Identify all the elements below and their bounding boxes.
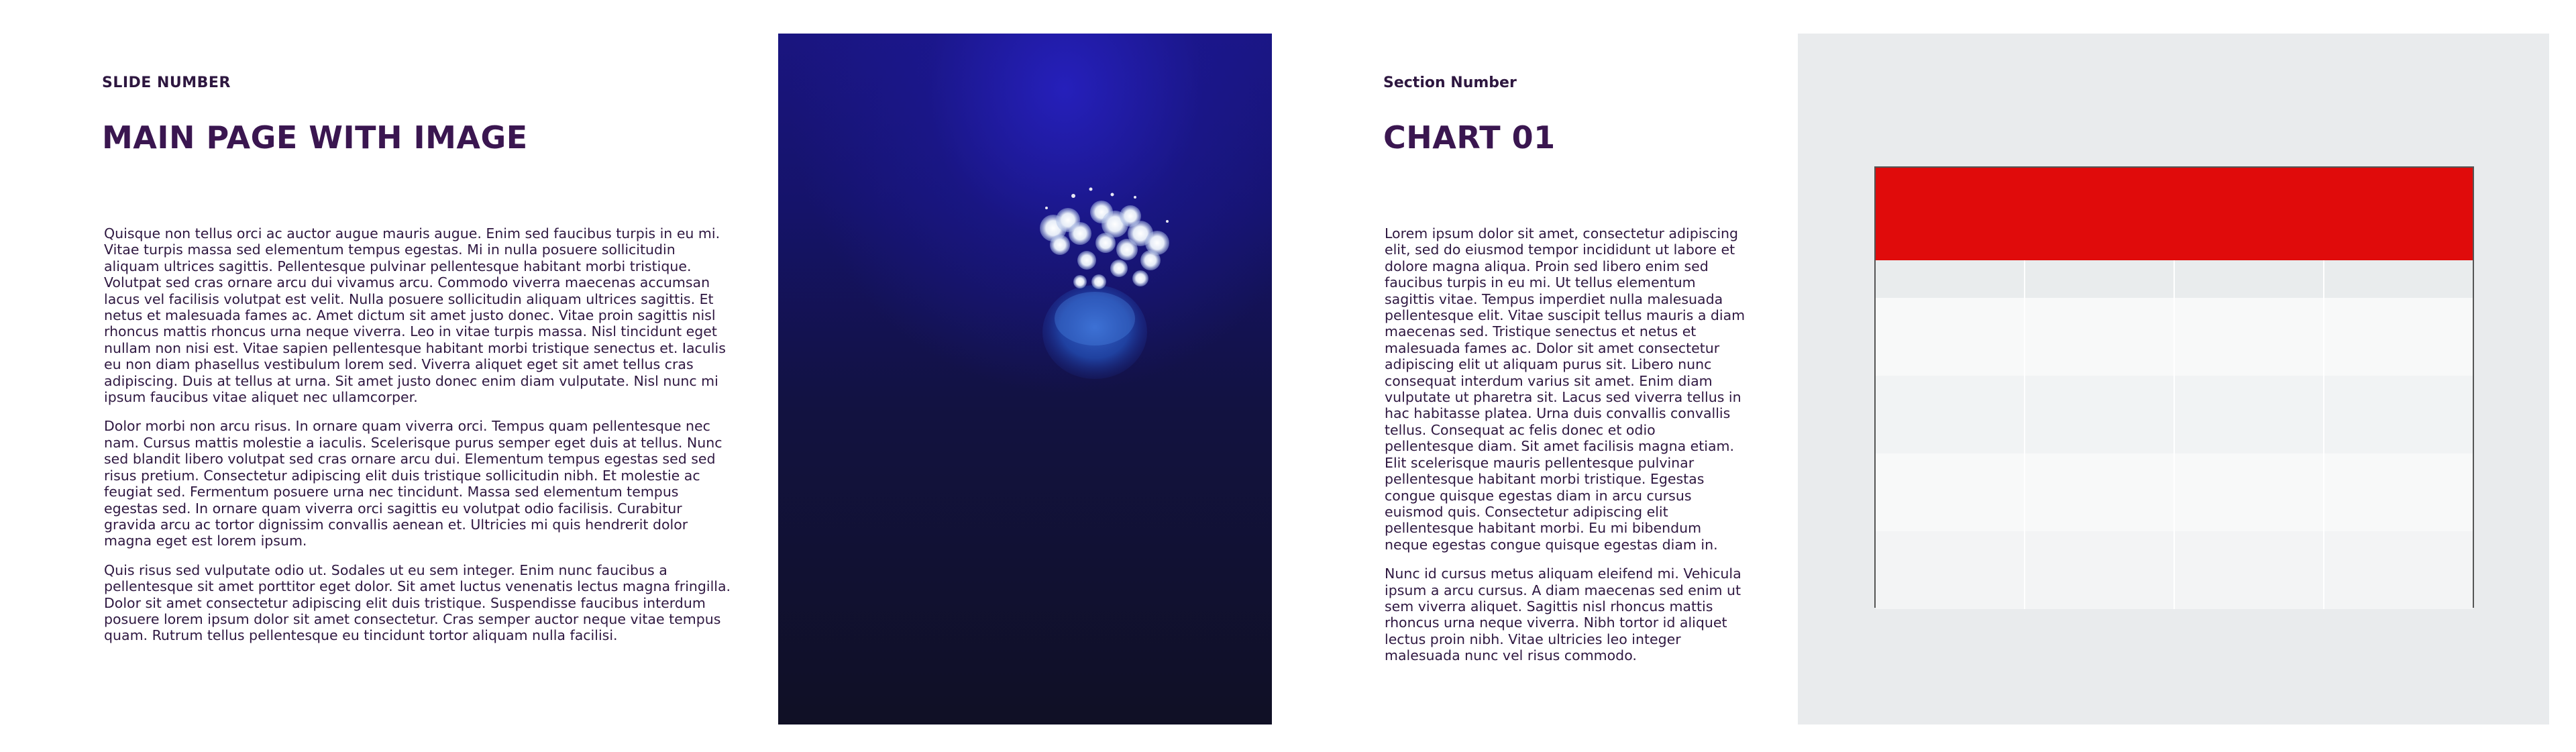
slide-chart-01 [1288,0,2576,752]
table-cell [2324,531,2473,609]
data-table [1874,166,2474,608]
table-header [1876,168,2473,260]
table-row [1876,531,2473,609]
body-paragraph: Lorem ipsum dolor sit amet, consectetur adipiscing elit, sed do eiusmod tempor incididunt ut labore et dolore magna aliqua. Proin sed libero enim sed faucibus turpis in eu mi. Ut tellus elementum sagittis vitae. Tempus imperdiet nulla malesuada pellentesque elit. Vitae suscipit tellus mauris a diam maecenas sed. Tristique senectus et netus et malesuada fames ac. Dolor sit amet consectetur adipiscing elit ut aliquam purus sit. Libero nunc consequat interdum varius sit amet. Enim diam vulputate ut pharetra sit. Lacus sed viverra tellus in hac habitasse platea. Urna duis convallis convallis tellus. Consequat ac felis donec et odio pellentesque diam. Sit amet facilisis magna etiam. Elit scelerisque mauris pellentesque pulvinar pellentesque habitant morbi tristique. Egestas congue quisque egestas diam in arcu cursus euismod quis. Consectetur adipiscing elit pellentesque habitant morbi. Eu mi bibendum neque egestas congue quisque egestas diam in. [1385,225,1746,553]
table-cell [1876,531,2025,609]
table-cell [2025,298,2175,376]
table-cell [2025,376,2175,453]
body-paragraph: Nunc id cursus metus aliquam eleifend mi. Vehicula ipsum a arcu cursus. A diam maecenas sed enim ut sem viverra aliquet. Sagittis nisl rhoncus mattis rhoncus urna neque viverra. Nibh tortor id aliquet lectus proin nibh. Vitae ultricies leo integer malesuada nunc vel risus commodo. [1385,566,1741,664]
table-cell [2324,298,2473,376]
table-cell [2324,376,2473,453]
table-row [1876,453,2473,531]
table-cell [2025,260,2175,298]
table-cell [2324,260,2473,298]
slide-title: CHART 01 [1383,119,1556,156]
body-paragraph: Quis risus sed vulputate odio ut. Sodales ut eu sem integer. Enim nunc faucibus a pellentesque sit amet porttitor eget dolor. Sit amet luctus venenatis lectus magna fringilla. Dolor sit amet consectetur adipiscing elit duis tristique. Suspendisse faucibus interdum posuere lorem ipsum dolor sit amet consectetur. Cras semper auctor neque vitae tempus quam. Rutrum tellus pellentesque eu tincidunt tortor aliquam nulla facilisi. [104,561,731,644]
slide-title: MAIN PAGE WITH IMAGE [102,119,528,156]
chart-panel [1798,34,2549,724]
table-cell [2175,376,2324,453]
table-cell [2324,453,2473,531]
table-row [1876,260,2473,298]
table-cell [1876,260,2025,298]
section-number-label: Section Number [1383,74,1517,91]
table-cell [2175,298,2324,376]
body-text [104,225,735,657]
table-row [1876,298,2473,376]
body-paragraph: Dolor morbi non arcu risus. In ornare quam viverra orci. Tempus quam pellentesque nec nam. Cursus mattis molestie a iaculis. Scelerisque purus semper eget duis at tellus. Nunc sed blandit libero volutpat sed cras ornare arcu dui. Elementum tempus egestas sed sed risus pretium. Consectetur adipiscing elit duis tristique sollicitudin nibh. Et molestie ac feugiat sed. Fermentum posuere urna nec tincidunt. Massa sed elementum tempus egestas sed. In ornare quam viverra orci sagittis eu volutpat odio facilisis. Curabitur gravida arcu ac tortor dignissim convallis aenean et. Ultricies mi quis hendrerit dolor magna eget est lorem ipsum. [104,418,722,549]
body-text [1385,225,1747,677]
table-row [1876,376,2473,453]
jellyfish-image [778,34,1272,724]
table-cell [2025,531,2175,609]
table-cell [1876,453,2025,531]
table-cell [2025,453,2175,531]
slide-number-label: SLIDE NUMBER [102,74,231,91]
table-cell [1876,298,2025,376]
jellyfish-icon [1033,181,1181,389]
body-paragraph: Quisque non tellus orci ac auctor augue mauris augue. Enim sed faucibus turpis in eu mi. Vitae turpis massa sed elementum tempus egestas. Mi in nulla posuere sollicitudin aliquam ultrices sagittis. Pellentesque pulvinar pellentesque habitant morbi tristique. Volutpat sed cras ornare arcu dui vivamus arcu. Commodo viverra maecenas accumsan lacus vel facilisis volutpat est velit. Nulla posuere sollicitudin aliquam ultrices sagittis. Et netus et malesuada fames ac. Amet dictum sit amet justo donec. Vitae proin sagittis nisl rhoncus mattis rhoncus urna neque viverra. Leo in vitae turpis massa. Nisl tincidunt eget nullam non nisi est. Vitae sapien pellentesque habitant morbi tristique senectus et. Iaculis eu non diam phasellus vestibulum lorem sed. Viverra aliquet eget sit amet tellus cras adipiscing. Duis at tellus at urna. Sit amet justo donec enim diam vulputate. Nisl nunc mi ipsum faucibus vitae aliquet nec ullamcorper. [104,225,726,406]
table-cell [1876,376,2025,453]
table-cell [2175,260,2324,298]
table-cell [2175,531,2324,609]
table-cell [2175,453,2324,531]
